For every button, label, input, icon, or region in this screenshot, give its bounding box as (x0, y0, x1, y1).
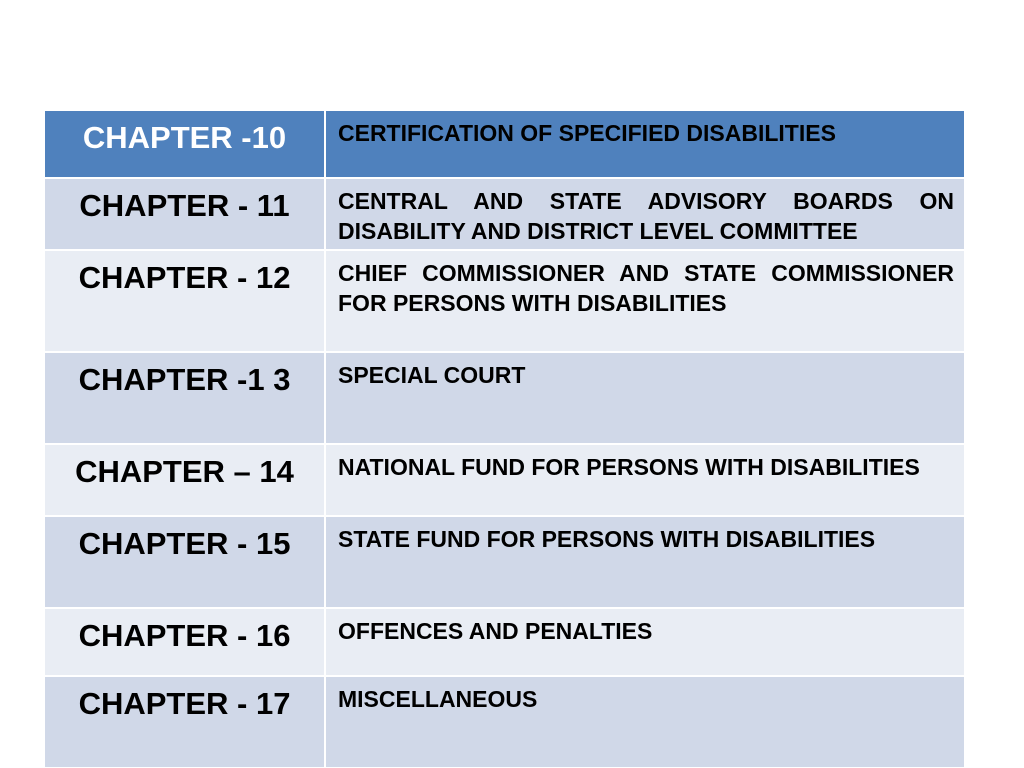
table-row (44, 676, 965, 768)
chapter-title: NATIONAL FUND FOR PERSONS WITH DISABILITIES (325, 444, 965, 516)
chapter-number: CHAPTER -10 (44, 110, 325, 178)
table-row (44, 516, 965, 608)
chapter-title: MISCELLANEOUS (325, 676, 965, 768)
chapter-title: OFFENCES AND PENALTIES (325, 608, 965, 676)
chapter-number: CHAPTER - 16 (44, 608, 325, 676)
table-row (44, 110, 965, 178)
chapter-title: CHIEF COMMISSIONER AND STATE COMMISSIONER FOR PERSONS WITH DISABILITIES (325, 250, 965, 352)
chapter-number: CHAPTER -1 3 (44, 352, 325, 444)
chapter-number: CHAPTER - 15 (44, 516, 325, 608)
chapter-number: CHAPTER - 11 (44, 178, 325, 250)
chapter-title: STATE FUND FOR PERSONS WITH DISABILITIES (325, 516, 965, 608)
table-row (44, 178, 965, 250)
chapters-table (43, 109, 966, 768)
chapter-title: CERTIFICATION OF SPECIFIED DISABILITIES (325, 110, 965, 178)
table-row (44, 352, 965, 444)
chapter-number: CHAPTER - 12 (44, 250, 325, 352)
table-row (44, 250, 965, 352)
chapter-title: SPECIAL COURT (325, 352, 965, 444)
chapter-number: CHAPTER - 17 (44, 676, 325, 768)
table-row (44, 608, 965, 676)
table-row (44, 444, 965, 516)
chapter-number: CHAPTER – 14 (44, 444, 325, 516)
chapter-title: CENTRAL AND STATE ADVISORY BOARDS ON DISABILITY AND DISTRICT LEVEL COMMITTEE (325, 178, 965, 250)
